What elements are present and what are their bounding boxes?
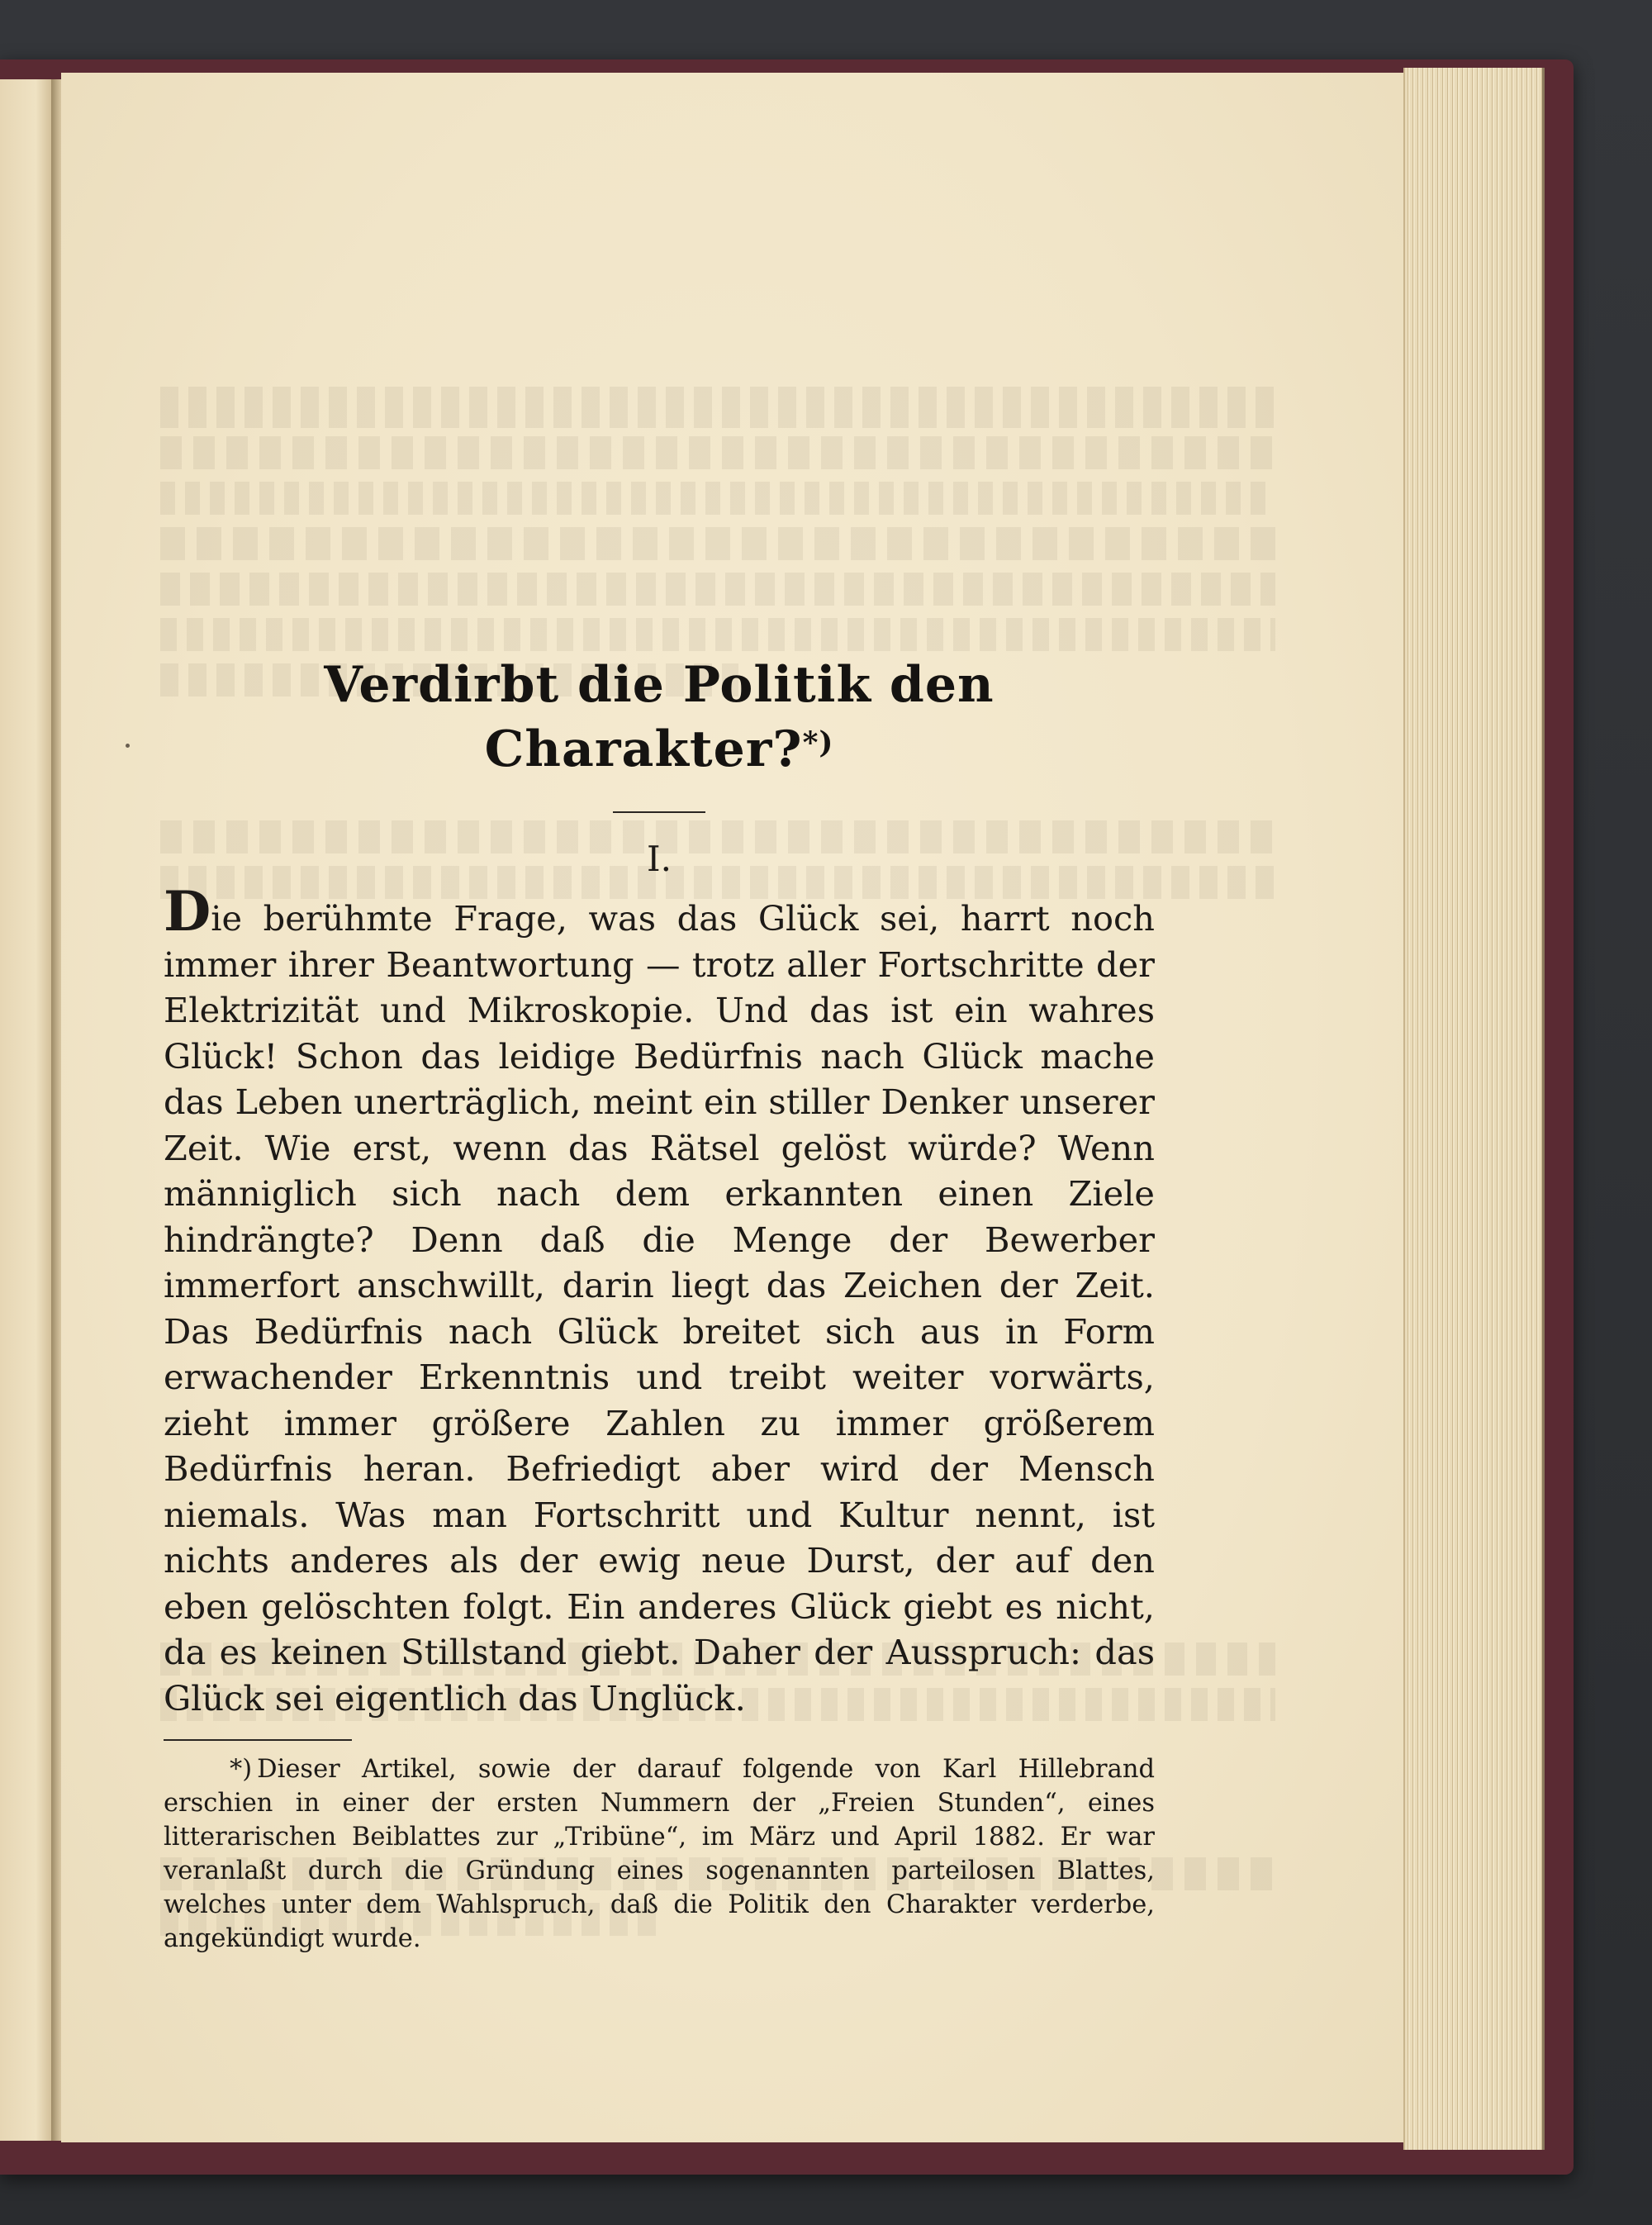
page-stack-edges (1403, 68, 1545, 2150)
article-title-text: Verdirbt die Politik den Charakter? (324, 656, 995, 778)
footnote-text: Dieser Artikel, sowie der darauf folgende von Karl Hillebrand erschien in einer der ersten Nummern der „Freien Stunden“, eines litterarischen Beiblattes zur „Tribüne“, im März und April 1882. Er war veranlaßt durch die Gründung eines sogenannten parteilosen Blattes, welches unter dem Wahlspruch, daß die Politik den Charakter verderbe, angekündigt wurde. (164, 1755, 1155, 1953)
footnote-mark: *) (230, 1755, 253, 1784)
title-rule (613, 811, 705, 813)
footnote (164, 1752, 1155, 1956)
drop-cap: D (164, 879, 211, 944)
paragraph-text: ie berühmte Frage, was das Glück sei, harrt noch immer ihrer Beantwortung — trotz aller Fortschritte der Elektrizität und Mikroskopie. Und das ist ein wahres Glück! Schon das leidige Bedürfnis nach Glück mache das Leben unerträglich, meint ein stiller Denker unserer Zeit. Wie erst, wenn das Rätsel gelöst würde? Wenn männiglich sich nach dem erkannten einen Ziele hindrängte? Denn daß die Menge der Bewerber immerfort anschwillt, darin liegt das Zeichen der Zeit. Das Bedürfnis nach Glück breitet sich aus in Form erwachender Erkenntnis und treibt weiter vorwärts, zieht immer größere Zahlen zu immer größerem Bedürfnis heran. Befriedigt aber wird der Mensch niemals. Was man Fortschritt und Kultur nennt, ist nichts anderes als der ewig neue Durst, der auf den eben gelöschten folgt. Ein anderes Glück giebt es nicht, da es keinen Stillstand giebt. Daher der Ausspruch: das Glück sei eigentlich das Unglück. (164, 898, 1155, 1719)
show-through-line (160, 387, 1275, 428)
footnote-rule (164, 1739, 352, 1741)
body-paragraph (164, 879, 1155, 1721)
article-title (164, 653, 1155, 782)
show-through-line (160, 527, 1275, 560)
show-through-line (160, 436, 1275, 469)
book-gutter (51, 79, 61, 2141)
show-through-line (160, 618, 1275, 651)
paper-speck (126, 744, 130, 748)
show-through-line (160, 573, 1275, 606)
show-through-line (160, 482, 1275, 515)
title-footnote-mark: *) (802, 725, 834, 760)
page-content (164, 653, 1155, 1956)
section-number: I. (647, 839, 672, 879)
left-page-edge (0, 79, 53, 2141)
